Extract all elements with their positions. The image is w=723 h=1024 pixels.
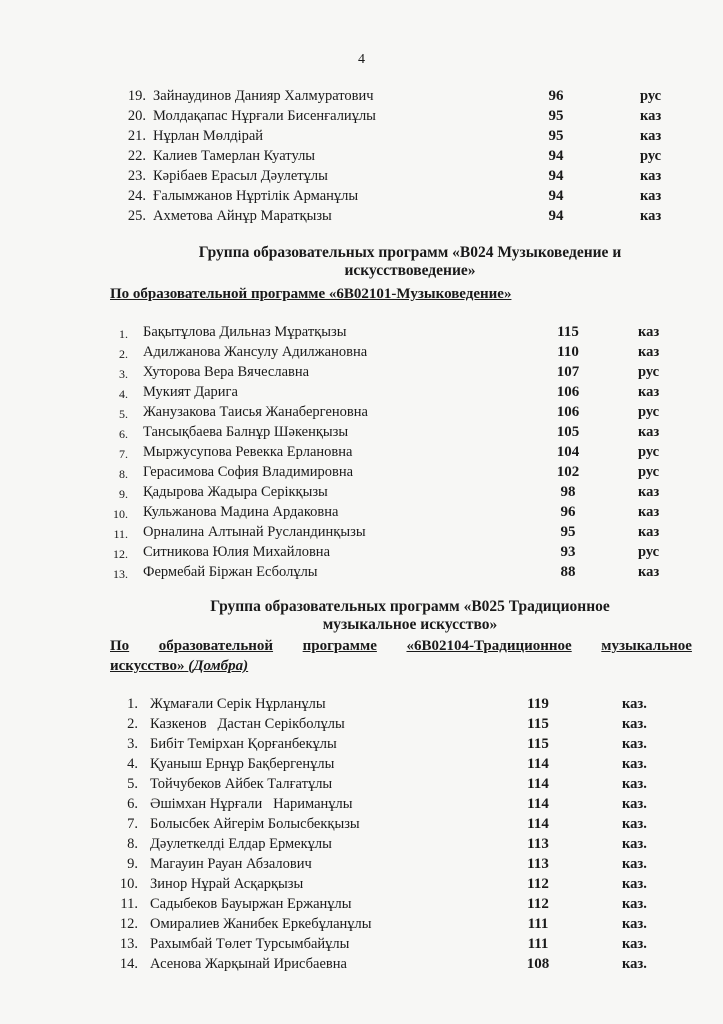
item-number: 23.	[127, 168, 146, 184]
item-number: 6.	[119, 427, 128, 441]
score: 110	[557, 344, 579, 360]
score: 94	[548, 208, 564, 224]
program-title-instrument: (Домбра)	[188, 658, 249, 674]
list-item	[0, 716, 723, 736]
item-number: 2.	[119, 347, 128, 361]
item-number: 5.	[119, 407, 128, 421]
item-number: 9.	[127, 856, 138, 872]
item-number: 8.	[119, 467, 128, 481]
student-name: Қуаныш Ернұр Бақбергенұлы	[150, 756, 335, 772]
list-item	[0, 208, 723, 228]
student-name: Қадырова Жадыра Серікқызы	[143, 484, 328, 500]
student-name: Молдақапас Нұрғали Бисенғалиұлы	[153, 108, 376, 124]
student-name: Герасимова София Владимировна	[143, 464, 354, 480]
item-number: 25.	[127, 208, 146, 224]
language: каз.	[622, 896, 647, 912]
score: 114	[527, 796, 549, 812]
score: 95	[548, 128, 564, 144]
item-number: 21.	[127, 128, 146, 144]
student-name: Тансықбаева Балнұр Шәкенқызы	[143, 424, 349, 440]
list-item	[0, 444, 723, 464]
program-word: образовательной	[158, 638, 274, 654]
score: 98	[560, 484, 576, 500]
language: рус	[638, 404, 660, 420]
student-name: Зинор Нұрай Асқарқызы	[150, 876, 304, 892]
language: рус	[640, 148, 662, 164]
student-name: Бибіт Темірхан Қорғанбекұлы	[150, 736, 337, 752]
language: каз	[638, 484, 660, 500]
score: 112	[527, 876, 549, 892]
language: каз.	[622, 816, 647, 832]
program-title-line2-text: искусство»	[110, 658, 185, 674]
student-name: Орналина Алтынай Русландинқызы	[143, 524, 366, 540]
item-number: 2.	[127, 716, 138, 732]
list-item	[0, 484, 723, 504]
program-word: музыкальное	[601, 638, 692, 654]
list-item	[0, 564, 723, 584]
item-number: 5.	[127, 776, 138, 792]
score: 105	[556, 424, 580, 440]
item-number: 10.	[119, 876, 138, 892]
group-heading-line1: Группа образовательных программ «В025 Традиционное	[210, 598, 610, 615]
language: каз.	[622, 736, 647, 752]
language: каз	[638, 504, 660, 520]
list-item	[0, 424, 723, 444]
language: каз	[640, 108, 662, 124]
list-item	[0, 128, 723, 148]
group-heading-line1: Группа образовательных программ «В024 Музыковедение и	[198, 244, 622, 261]
item-number: 3.	[119, 367, 128, 381]
list-item	[0, 344, 723, 364]
language: рус	[640, 88, 662, 104]
list-item	[0, 796, 723, 816]
list-item	[0, 544, 723, 564]
student-name: Тойчубеков Айбек Талғатұлы	[150, 776, 333, 792]
list-item	[0, 896, 723, 916]
student-name: Әшімхан Нұрғали Нариманұлы	[150, 796, 353, 812]
student-name: Бақытұлова Дильназ Мұратқызы	[143, 324, 347, 340]
language: каз.	[622, 756, 647, 772]
score: 104	[556, 444, 580, 460]
student-name: Казкенов Дастан Серікболұлы	[150, 716, 345, 732]
language: каз	[638, 384, 660, 400]
student-name: Асенова Жарқынай Ирисбаевна	[150, 956, 347, 972]
list-item	[0, 956, 723, 976]
item-number: 8.	[127, 836, 138, 852]
group-heading-line2: искусствоведение»	[344, 262, 476, 279]
language: каз	[640, 188, 662, 204]
score: 96	[560, 504, 576, 520]
student-name: Фермебай Біржан Есболұлы	[143, 564, 318, 580]
score: 111	[527, 936, 549, 952]
student-name: Калиев Тамерлан Куатулы	[153, 148, 316, 164]
student-name: Ахметова Айнұр Маратқызы	[153, 208, 332, 224]
language: рус	[638, 444, 660, 460]
score: 94	[548, 168, 564, 184]
student-name: Зайнаудинов Данияр Халмуратович	[153, 88, 374, 104]
language: каз.	[622, 776, 647, 792]
item-number: 10.	[113, 507, 128, 521]
item-number: 24.	[127, 188, 146, 204]
language: каз.	[622, 876, 647, 892]
item-number: 4.	[119, 387, 128, 401]
language: каз	[638, 324, 660, 340]
program-title-traditional-music	[110, 638, 692, 655]
score: 114	[527, 816, 549, 832]
student-name: Рахымбай Төлет Турсымбайұлы	[150, 936, 350, 952]
score: 115	[527, 736, 549, 752]
item-number: 3.	[127, 736, 138, 752]
list-item	[0, 108, 723, 128]
score: 108	[526, 956, 550, 972]
score: 93	[560, 544, 576, 560]
score: 112	[527, 896, 549, 912]
student-name: Дәулеткелді Елдар Ермекұлы	[150, 836, 332, 852]
score: 106	[556, 404, 580, 420]
item-number: 13.	[113, 567, 128, 581]
student-name: Жанузакова Таисья Жанабергеновна	[143, 404, 368, 420]
program-word: «6В02104-Традиционное	[406, 638, 572, 654]
list-item	[0, 756, 723, 776]
language: рус	[638, 464, 660, 480]
student-name: Садыбеков Бауыржан Ержанұлы	[150, 896, 352, 912]
student-name: Омиралиев Жанибек Еркебұланұлы	[150, 916, 372, 932]
score: 115	[527, 716, 549, 732]
student-name: Кульжанова Мадина Ардаковна	[143, 504, 339, 520]
language: каз	[638, 344, 660, 360]
program-title-music-studies: По образовательной программе «6В02101-Музыковедение»	[110, 286, 512, 302]
list-item	[0, 776, 723, 796]
item-number: 13.	[119, 936, 138, 952]
score: 94	[548, 148, 564, 164]
list-item	[0, 876, 723, 896]
score: 115	[557, 324, 579, 340]
language: каз	[640, 128, 662, 144]
item-number: 9.	[119, 487, 128, 501]
item-number: 6.	[127, 796, 138, 812]
student-name: Ғалымжанов Нұртілік Арманұлы	[153, 188, 359, 204]
student-name: Нұрлан Мөлдірай	[153, 128, 264, 144]
student-name: Адилжанова Жансулу Адилжановна	[143, 344, 368, 360]
language: каз	[638, 424, 660, 440]
language: каз	[640, 168, 662, 184]
list-item	[0, 916, 723, 936]
language: каз	[638, 564, 660, 580]
language: каз.	[622, 796, 647, 812]
list-item	[0, 836, 723, 856]
list-item	[0, 856, 723, 876]
item-number: 4.	[127, 756, 138, 772]
list-item	[0, 696, 723, 716]
score: 95	[560, 524, 576, 540]
item-number: 11.	[113, 527, 128, 541]
score: 94	[548, 188, 564, 204]
score: 106	[556, 384, 580, 400]
list-item	[0, 936, 723, 956]
item-number: 20.	[127, 108, 146, 124]
item-number: 7.	[127, 816, 138, 832]
group-heading-b025	[140, 598, 680, 634]
item-number: 1.	[119, 327, 128, 341]
list-item	[0, 504, 723, 524]
item-number: 12.	[119, 916, 138, 932]
student-name: Хуторова Вера Вячеславна	[143, 364, 310, 380]
list-item	[0, 464, 723, 484]
program-word: программе	[302, 638, 377, 654]
list-item	[0, 88, 723, 108]
score: 111	[527, 916, 549, 932]
language: каз.	[622, 696, 647, 712]
language: каз.	[622, 956, 647, 972]
list-item	[0, 384, 723, 404]
score: 114	[527, 776, 549, 792]
score: 102	[556, 464, 580, 480]
item-number: 22.	[127, 148, 146, 164]
score: 96	[548, 88, 564, 104]
item-number: 11.	[120, 896, 138, 912]
language: каз	[640, 208, 662, 224]
student-name: Болысбек Айгерім Болысбекқызы	[150, 816, 360, 832]
student-name: Магауин Рауан Абзалович	[150, 856, 312, 872]
item-number: 19.	[127, 88, 146, 104]
list-item	[0, 148, 723, 168]
item-number: 12.	[113, 547, 128, 561]
score: 88	[560, 564, 576, 580]
score: 119	[527, 696, 549, 712]
page-number: 4	[358, 52, 365, 67]
language: рус	[638, 364, 660, 380]
score: 95	[548, 108, 564, 124]
score: 113	[527, 856, 549, 872]
language: каз.	[622, 716, 647, 732]
item-number: 1.	[127, 696, 138, 712]
program-word: По	[110, 638, 130, 654]
student-name: Ситникова Юлия Михайловна	[143, 544, 330, 560]
student-name: Мыржусупова Ревекка Ерлановна	[143, 444, 353, 460]
group-heading-line2: музыкальное искусство»	[322, 616, 498, 633]
item-number: 7.	[119, 447, 128, 461]
student-name: Жұмағали Серік Нұрланұлы	[150, 696, 326, 712]
language: каз	[638, 524, 660, 540]
list-item	[0, 168, 723, 188]
list-item	[0, 524, 723, 544]
language: каз.	[622, 936, 647, 952]
language: каз.	[622, 836, 647, 852]
student-name: Мукият Дарига	[143, 384, 238, 400]
list-item	[0, 404, 723, 424]
list-item	[0, 188, 723, 208]
score: 113	[527, 836, 549, 852]
language: каз.	[622, 856, 647, 872]
group-heading-b024	[140, 244, 680, 280]
list-item	[0, 364, 723, 384]
list-item	[0, 816, 723, 836]
language: рус	[638, 544, 660, 560]
score: 107	[556, 364, 580, 380]
student-name: Кәрібаев Ерасыл Дәулетұлы	[153, 168, 328, 184]
program-title-line2	[110, 658, 248, 675]
item-number: 14.	[119, 956, 138, 972]
list-item	[0, 324, 723, 344]
language: каз.	[622, 916, 647, 932]
list-item	[0, 736, 723, 756]
score: 114	[527, 756, 549, 772]
